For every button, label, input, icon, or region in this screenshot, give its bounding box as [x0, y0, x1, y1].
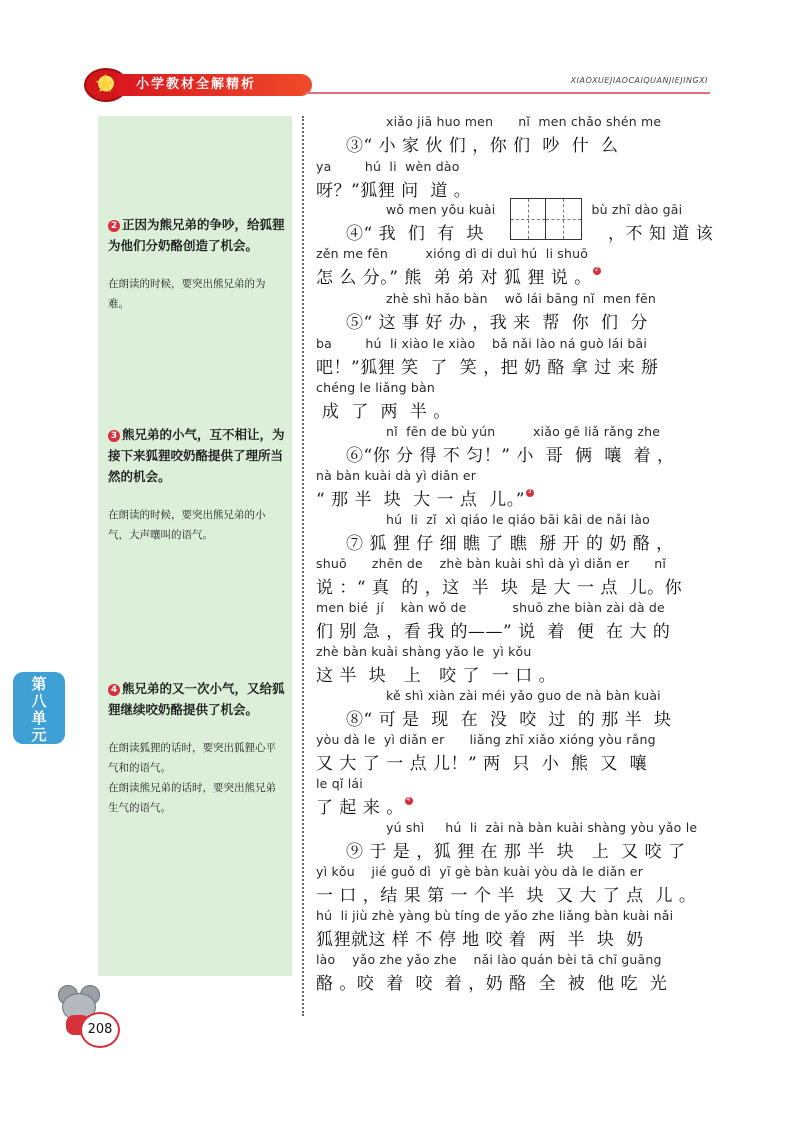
reading-tip: 在朗读熊兄弟的话时，要突出熊兄弟生气的语气。	[108, 782, 276, 814]
pinyin-line: le qǐ lái	[316, 776, 363, 791]
hanzi-line: 一 口 ，结 果 第 一 个 半 块 又 大 了 点 儿 。	[316, 886, 697, 906]
note-title: 熊兄弟的又一次小气，又给狐狸继续咬奶酪提供了机会。	[108, 681, 285, 717]
note-number-badge: 2	[108, 220, 120, 232]
note-title: 熊兄弟的小气，互不相让，为接下来狐狸咬奶酪提供了理所当然的机会。	[108, 427, 285, 484]
pinyin-line: yì kǒu jié guǒ dì yī gè bàn kuài yòu dà le diǎn er	[316, 864, 644, 879]
pinyin-line: hú li jiù zhè yàng bù tíng de yǎo zhe liǎng bàn kuài nǎi	[316, 908, 674, 923]
column-divider	[302, 116, 304, 1016]
pinyin-line: yú shì hú li zài nà bàn kuài shàng yòu yǎo le	[386, 820, 698, 835]
pinyin-line: xiǎo jiā huo men nǐ men chǎo shén me	[386, 114, 662, 129]
hanzi-line: 说 ：“ 真 的 ，这 半 块 是 大 一 点 儿。你	[316, 578, 683, 598]
reading-tip: 在朗读的时候，要突出熊兄弟的小气，大声嚷叫的语气。	[108, 509, 266, 541]
hanzi-line: 吧！”狐狸 笑 了 笑 ，把 奶 酪 拿 过 来 掰	[316, 358, 659, 378]
hanzi-line: 狐狸就这 样 不 停 地 咬 着 两 半 块 奶	[316, 930, 644, 950]
reading-tip: 在朗读的时候，要突出熊兄弟的为难。	[108, 278, 266, 310]
pinyin-line: zěn me fēn xióng dì di duì hú li shuō	[316, 246, 589, 261]
pinyin-line: nǐ fēn de bù yún xiǎo gē liǎ rǎng zhe	[386, 424, 661, 439]
hanzi-line: 怎 么 分。” 熊 弟 弟 对 狐 狸 说 。 2	[316, 263, 601, 288]
hanzi-line: ③“ 小 家 伙 们 ，你 们 吵 什 么	[346, 136, 619, 156]
reading-tip: 在朗读狐狸的话时，要突出狐狸心平气和的语气。	[108, 742, 276, 774]
series-code: XIAOXUEJIAOCAIQUANJIEJINGXI	[570, 76, 708, 85]
hanzi-line: 成 了 两 半 。	[316, 402, 451, 422]
pinyin-line: lào yǎo zhe yǎo zhe nǎi lào quán bèi tā chī guāng	[316, 952, 662, 967]
hanzi-line: ⑧“ 可 是 现 在 没 咬 过 的 那 半 块	[346, 710, 672, 730]
annotation-marker	[405, 797, 413, 805]
pinyin-line: hú li zǐ xì qiáo le qiáo bāi kāi de nǎi lào	[386, 512, 651, 527]
hanzi-line: ④“ 我 们 有 块 ，不 知 道 该	[346, 224, 714, 244]
hanzi-line: ⑤“ 这 事 好 办 ，我 来 帮 你 们 分	[346, 313, 648, 333]
annotation-sidebar	[98, 116, 292, 976]
page-header	[80, 66, 710, 100]
pinyin-line: ba hú li xiào le xiào bǎ nǎi lào ná guò lái bāi	[316, 336, 648, 351]
annotation-marker	[593, 267, 601, 275]
note-title: 正因为熊兄弟的争吵，给狐狸为他们分奶酪创造了机会。	[108, 217, 285, 253]
pinyin-line: shuō zhēn de zhè bàn kuài shì dà yì diǎn er nǐ	[316, 556, 667, 571]
annotation-note-4	[108, 678, 286, 818]
hanzi-line: ⑨ 于 是 ，狐 狸 在 那 半 块 上 又 咬 了	[346, 842, 686, 862]
pinyin-line: kě shì xiàn zài méi yǎo guo de nà bàn kuài	[386, 688, 661, 703]
page-number: 208	[80, 1012, 120, 1048]
hanzi-line: 这 半 块 上 咬 了 一 口 。	[316, 666, 557, 686]
hanzi-line: 又 大 了 一 点 儿！” 两 只 小 熊 又 嚷	[316, 754, 648, 774]
pinyin-line: zhè bàn kuài shàng yǎo le yì kǒu	[316, 644, 532, 659]
pinyin-line: nà bàn kuài dà yì diǎn er	[316, 468, 477, 483]
note-number-badge: 3	[108, 430, 120, 442]
hanzi-line: “ 那 半 块 大 一 点 儿。” 3	[316, 485, 534, 510]
series-title: 小学教材全解精析	[116, 74, 312, 96]
annotation-note-2	[108, 214, 286, 314]
pinyin-line: yòu dà le yì diǎn er liǎng zhī xiǎo xióng yòu rǎng	[316, 732, 656, 747]
annotation-note-3	[108, 424, 286, 545]
hanzi-line: ⑥“你 分 得 不 匀！” 小 哥 俩 嚷 着 ，	[346, 446, 675, 466]
pinyin-line: zhè shì hǎo bàn wǒ lái bāng nǐ men fēn	[386, 291, 657, 306]
chapter-tab: 第 八 单 元	[13, 672, 65, 744]
hanzi-line: 呀？”狐狸 问 道 。	[316, 181, 472, 201]
star-icon	[95, 74, 115, 94]
hanzi-line: 了 起 来 。 4	[316, 793, 413, 818]
hanzi-line: ⑦ 狐 狸 仔 细 瞧 了 瞧 掰 开 的 奶 酪 ，	[346, 534, 674, 554]
hanzi-line: 酪 。咬 着 咬 着 ，奶 酪 全 被 他 吃 光	[316, 974, 668, 994]
note-number-badge: 4	[108, 684, 120, 696]
pinyin-line: chéng le liǎng bàn	[316, 380, 436, 395]
annotation-marker	[526, 489, 534, 497]
pinyin-line: ya hú li wèn dào	[316, 159, 460, 174]
pinyin-line: men bié jí kàn wǒ de shuō zhe biàn zài dà de	[316, 600, 665, 615]
header-rule	[305, 92, 710, 94]
pinyin-line: wǒ men yǒu kuài bù zhī dào gāi	[386, 202, 683, 217]
hanzi-line: 们 别 急 ，看 我 的——” 说 着 便 在 大 的	[316, 622, 671, 642]
